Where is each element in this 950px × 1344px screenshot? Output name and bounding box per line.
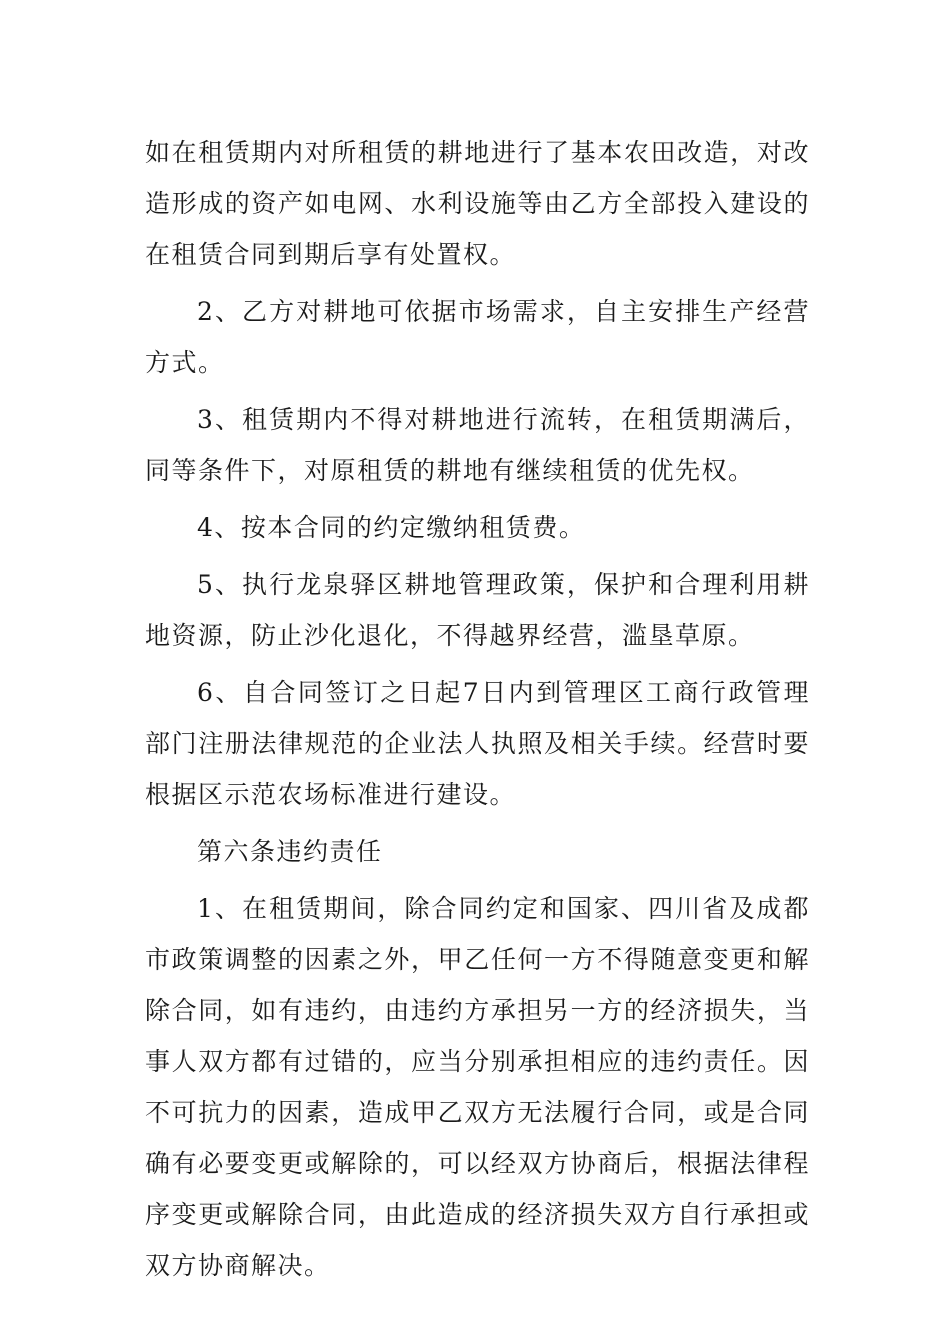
paragraph-item-4: 4、按本合同的约定缴纳租赁费。 — [197, 513, 586, 542]
paragraph-item-6: 6、自合同签订之日起7日内到管理区工商行政管理部门注册法律规范的企业法人执照及相关手续。经营时要根据区示范农场标准进行建设。 — [145, 678, 810, 809]
paragraph-breach-item-1: 1、在租赁期间，除合同约定和国家、四川省及成都市政策调整的因素之外，甲乙任何一方不得随意变更和解除合同，如有违约，由违约方承担另一方的经济损失，当事人双方都有过错的，应当分别承担相应的违约责任。因不可抗力的因素，造成甲乙双方无法履行合同，或是合同确有必要变更或解除的，可以经双方协商后，根据法律程序变更或解除合同，由此造成的经济损失双方自行承担或双方协商解决。 — [145, 894, 810, 1280]
section-heading: 第六条违约责任 — [197, 837, 383, 866]
document-body — [145, 127, 810, 1297]
paragraph-item-5: 5、执行龙泉驿区耕地管理政策，保护和合理利用耕地资源，防止沙化退化，不得越界经营，滥垦草原。 — [145, 570, 810, 650]
paragraph-item-2: 2、乙方对耕地可依据市场需求，自主安排生产经营方式。 — [145, 297, 810, 377]
paragraph-continuation: 如在租赁期内对所租赁的耕地进行了基本农田改造，对改造形成的资产如电网、水利设施等由乙方全部投入建设的在租赁合同到期后享有处置权。 — [145, 138, 810, 269]
paragraph-item-3: 3、租赁期内不得对耕地进行流转，在租赁期满后，同等条件下，对原租赁的耕地有继续租赁的优先权。 — [145, 405, 810, 485]
